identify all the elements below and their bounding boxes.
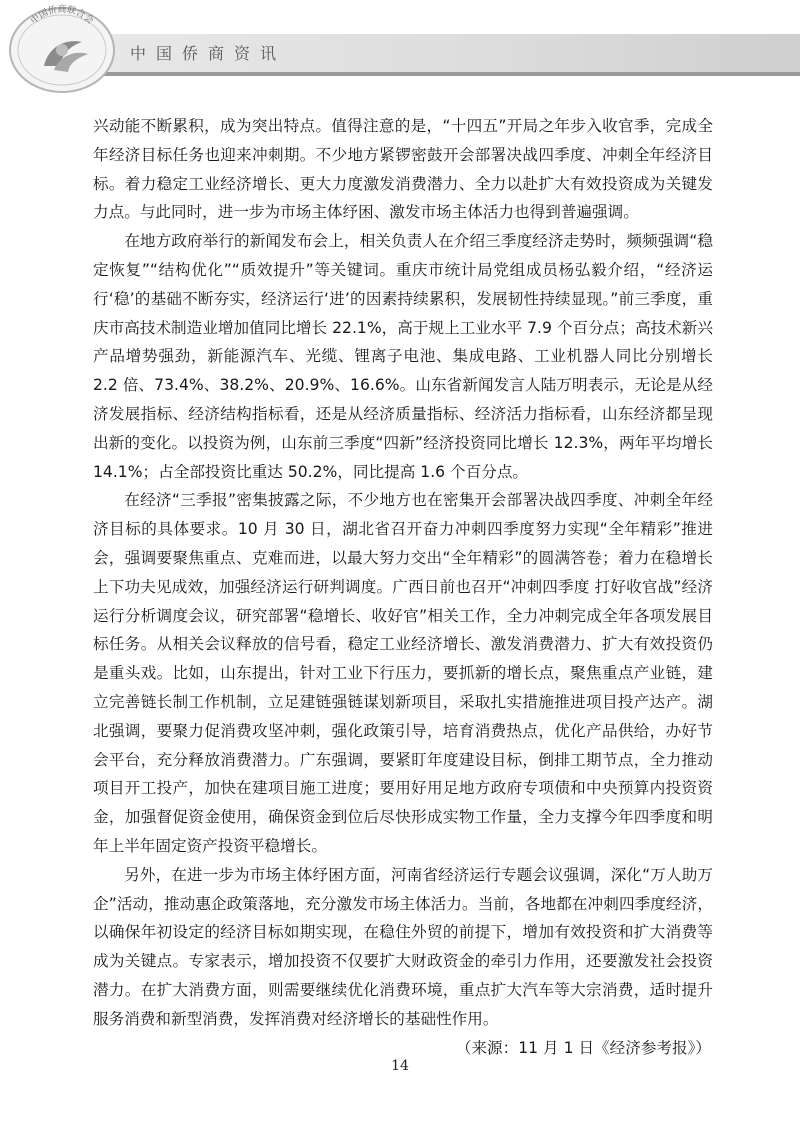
- article-paragraph: 在地方政府举行的新闻发布会上，相关负责人在介绍三季度经济走势时，频频强调“稳定恢复”“结构优化”“质效提升”等关键词。重庆市统计局党组成员杨弘毅介绍，“经济运行‘稳’的基础不断夯实，经济运行‘进’的因素持续累积，发展韧性持续显现。”前三季度，重庆市高技术制造业增加值同比增长 22.1%，高于规上工业水平 7.9 个百分点；高技术新兴产品增势强劲，新能源汽车、光缆、锂离子电池、集成电路、工业机器人同比分别增长 2.2 倍、73.4%、38.2%、20.9%、16.6%。山东省新闻发言人陆万明表示，无论是从经济发展指标、经济结构指标看，还是从经济质量指标、经济活力指标看，山东经济都呈现出新的变化。以投资为例，山东前三季度“四新”经济投资同比增长 12.3%，两年平均增长 14.1%；占全部投资比重达 50.2%，同比提高 1.6 个百分点。: [93, 232, 713, 481]
- logo-lettering: 中国侨商联合会: [29, 5, 95, 27]
- page-header: [0, 0, 800, 100]
- article-source: （来源：11 月 1 日《经济参考报》）: [455, 1038, 711, 1057]
- article-body: [93, 112, 713, 1062]
- article-paragraph: 另外，在进一步为市场主体纾困方面，河南省经济运行专题会议强调，深化“万人助万企”活动，推动惠企政策落地，充分激发市场主体活力。当前，各地都在冲刺四季度经济，以确保年初设定的经济目标如期实现，在稳住外贸的前提下，增加有效投资和扩大消费等成为关键点。专家表示，增加投资不仅要扩大财政资金的牵引力作用，还要激发社会投资潜力。在扩大消费方面，则需要继续优化消费环境，重点扩大汽车等大宗消费，适时提升服务消费和新型消费，发挥消费对经济增长的基础性作用。: [93, 865, 713, 1028]
- header-rule: [60, 72, 800, 76]
- chamber-logo-icon: [4, 4, 120, 96]
- page-number: 14: [391, 1058, 409, 1074]
- header-title: 中国侨商资讯: [130, 44, 287, 63]
- article-paragraph: 兴动能不断累积，成为突出特点。值得注意的是，“十四五”开局之年步入收官季，完成全年经济目标任务也迎来冲刺期。不少地方紧锣密鼓开会部署决战四季度、冲刺全年经济目标。着力稳定工业经济增长、更大力度激发消费潜力、全力以赴扩大有效投资成为关键发力点。与此同时，进一步为市场主体纾困、激发市场主体活力也得到普遍强调。: [93, 117, 713, 222]
- article-paragraph: 在经济“三季报”密集披露之际，不少地方也在密集开会部署决战四季度、冲刺全年经济目标的具体要求。10 月 30 日，湖北省召开奋力冲刺四季度努力实现“全年精彩”推进会，强调要聚焦重点、克难而进，以最大努力交出“全年精彩”的圆满答卷；着力在稳增长上下功夫见成效，加强经济运行研判调度。广西日前也召开“冲刺四季度 打好收官战”经济运行分析调度会议，研究部署“稳增长、收好官”相关工作，全力冲刺完成全年各项发展目标任务。从相关会议释放的信号看，稳定工业经济增长、激发消费潜力、扩大有效投资仍是重头戏。比如，山东提出，针对工业下行压力，要抓新的增长点，聚焦重点产业链，建立完善链长制工作机制，立足建链强链谋划新项目，采取扎实措施推进项目投产达产。湖北强调，要聚力促消费攻坚冲刺，强化政策引导，培育消费热点，优化产品供给，办好节会平台，充分释放消费潜力。广东强调，要紧盯年度建设目标，倒排工期节点，全力推动项目开工投产，加快在建项目施工进度；要用好用足地方政府专项债和中央预算内投资资金，加强督促资金使用，确保资金到位后尽快形成实物工作量，全力支撑今年四季度和明年上半年固定资产投资平稳增长。: [93, 491, 713, 855]
